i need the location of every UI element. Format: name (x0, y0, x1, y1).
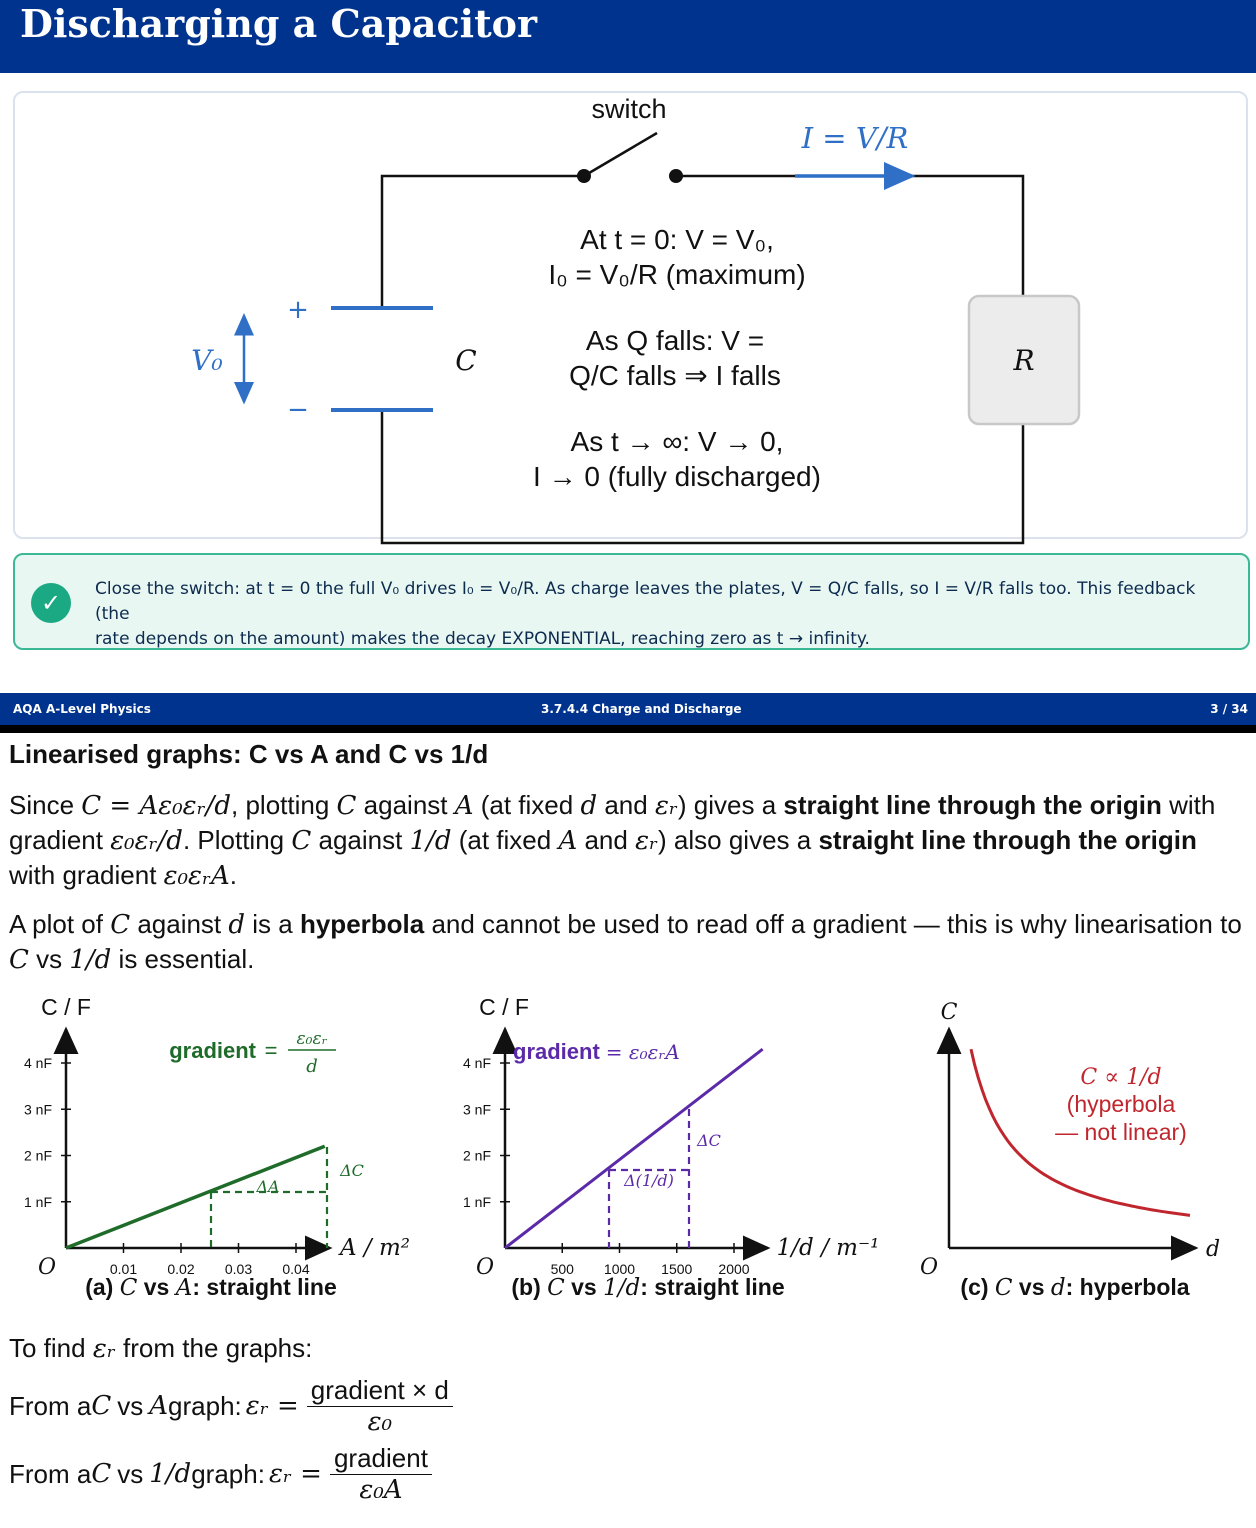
graph-c-xlabel: d (1205, 1237, 1221, 1262)
graph-b-ylabel: C / F (479, 994, 529, 1020)
graph-c-c-vs-d (920, 1000, 1220, 1301)
slide-title: Discharging a Capacitor (20, 1, 538, 46)
circuit-diagram (0, 0, 1256, 545)
minus-sign: − (287, 395, 309, 425)
graph-a-ytick-label: 2 nF (23, 1147, 52, 1164)
graph-a-origin: O (37, 1255, 57, 1280)
find-er-section (9, 1330, 909, 1505)
paragraph-linear: Since C = Aε₀εᵣ/d, plotting C against A (at fixed d and εᵣ) gives a straight line through the origin with gradient ε₀εᵣ/d. Plotting C against 1/d (at fixed A and εᵣ) also gives a straight line through the origin with gradient ε₀εᵣA. (9, 790, 1216, 891)
footer-topic: 3.7.4.4 Charge and Discharge (541, 702, 742, 716)
footer-course: AQA A-Level Physics (13, 702, 151, 716)
callout-line-1: Close the switch: at t = 0 the full V₀ drives I₀ = V₀/R. As charge leaves the plates, V = Q/C falls, so I = V/R falls too. This feedback (the (95, 579, 1196, 624)
graph-a-gradient-den: d (306, 1056, 318, 1077)
note-qfalls-line1: As Q falls: V = (585, 325, 765, 356)
graph-b-xlabel: 1/d / m⁻¹ (776, 1235, 880, 1261)
graph-a-xtick-label: 0.04 (282, 1261, 310, 1277)
graph-b-ytick-label: 3 nF (462, 1101, 491, 1118)
formula-c-vs-inv-d: From a C vs 1/d graph: εᵣ = $\frac{\text{gradient}}{\text{ε₀A}}$ (9, 1443, 909, 1505)
graph-b-line (505, 1049, 763, 1248)
graph-c-caption: (c) C vs d: hyperbola (960, 1274, 1190, 1301)
graph-a-ytick-label: 4 nF (23, 1055, 52, 1071)
info-callout (13, 553, 1250, 650)
graph-b-gradient: gradient = ε₀εᵣA (513, 1039, 680, 1064)
graph-a-caption: (a) C vs A: straight line (85, 1274, 337, 1301)
graph-a-gradient-num: ε₀εᵣ (296, 1029, 328, 1049)
switch-label: switch (591, 94, 667, 124)
linearised-section (9, 738, 1249, 977)
graph-a-line (66, 1146, 325, 1248)
graph-a-gradient-word: gradient (169, 1038, 256, 1063)
plus-sign: + (287, 295, 309, 325)
check-icon: ✓ (31, 583, 71, 623)
graph-c-origin: O (919, 1255, 939, 1280)
formula-c-vs-inv-d-fraction: $\frac{\text{gradient}}{\text{ε₀A}}$ (330, 1443, 432, 1505)
callout-line-2: rate depends on the amount) makes the decay EXPONENTIAL, reaching zero as t → infinity. (95, 629, 870, 649)
graph-a-ylabel: C / F (41, 994, 91, 1020)
page-divider (0, 725, 1256, 733)
graph-c-note-2: (hyperbola (1066, 1091, 1176, 1117)
graph-a-delta-y: ΔC (340, 1161, 364, 1180)
graph-c-ylabel: C (940, 1000, 958, 1025)
graph-c-note-3: — not linear) (1055, 1119, 1187, 1145)
graphs (0, 985, 1256, 1315)
graph-b-ytick-label: 4 nF (462, 1055, 491, 1071)
graph-a-gradient-triangle (211, 1147, 327, 1248)
graph-a-xlabel: A / m² (339, 1235, 411, 1261)
capacitor (331, 308, 433, 410)
current-label: I = V/R (801, 121, 909, 155)
note-t0-line1: At t = 0: V = V₀, (580, 224, 774, 255)
graph-b-xtick-label: 500 (550, 1261, 574, 1277)
graph-a-gradient-eq: = (264, 1038, 278, 1063)
graph-a-xtick-label: 0.02 (167, 1261, 195, 1277)
formula-c-vs-a: From a C vs A graph: εᵣ = $\frac{\text{gradient × d}}{\text{ε₀}}$ (9, 1375, 909, 1437)
graph-b-delta-y: ΔC (697, 1131, 721, 1150)
graph-a-xtick-label: 0.01 (109, 1261, 138, 1277)
switch (577, 133, 683, 183)
graph-a-ytick-label: 1 nF (23, 1193, 52, 1210)
graph-b-ytick-label: 2 nF (462, 1147, 491, 1164)
graph-b-origin: O (475, 1255, 495, 1280)
slide-footer (0, 693, 1256, 725)
note-tinf-line2: I → 0 (fully discharged) (533, 461, 821, 492)
graph-c-note-1: C ∝ 1/d (1080, 1065, 1162, 1090)
note-tinf-line1: As t → ∞: V → 0, (570, 426, 784, 457)
graph-a-xtick-label: 0.03 (224, 1261, 253, 1277)
footer-page-number: 3 / 34 (1210, 702, 1248, 716)
graph-b-c-vs-inv-d (463, 994, 879, 1301)
graph-b-xtick-label: 1000 (603, 1261, 636, 1277)
note-t0-line2: I₀ = V₀/R (maximum) (548, 259, 806, 290)
graph-b-caption: (b) C vs 1/d: straight line (511, 1274, 785, 1301)
formula-c-vs-a-fraction: $\frac{\text{gradient × d}}{\text{ε₀}}$ (307, 1375, 453, 1437)
paragraph-hyperbola: A plot of C against d is a hyperbola and cannot be used to read off a gradient — this is why linearisation to C vs 1/d is essential. (9, 909, 1242, 975)
graph-b-xtick-label: 2000 (718, 1261, 750, 1277)
callout-text (95, 577, 1215, 652)
graph-a-ytick-label: 3 nF (23, 1101, 52, 1118)
graph-a-c-vs-a (24, 994, 410, 1301)
section-heading: Linearised graphs: C vs A and C vs 1/d (9, 739, 489, 769)
graph-b-ytick-label: 1 nF (462, 1193, 491, 1210)
find-intro: To find εᵣ from the graphs: (9, 1333, 313, 1364)
capacitor-label: C (455, 344, 477, 377)
graph-b-xtick-label: 1500 (661, 1261, 693, 1277)
note-qfalls-line2: Q/C falls ⇒ I falls (569, 360, 781, 391)
resistor-label: R (1013, 344, 1035, 377)
graph-a-delta-x: ΔA (256, 1177, 280, 1196)
v0-label: V₀ (191, 344, 223, 377)
graph-b-delta-x: Δ(1/d) (624, 1171, 674, 1190)
